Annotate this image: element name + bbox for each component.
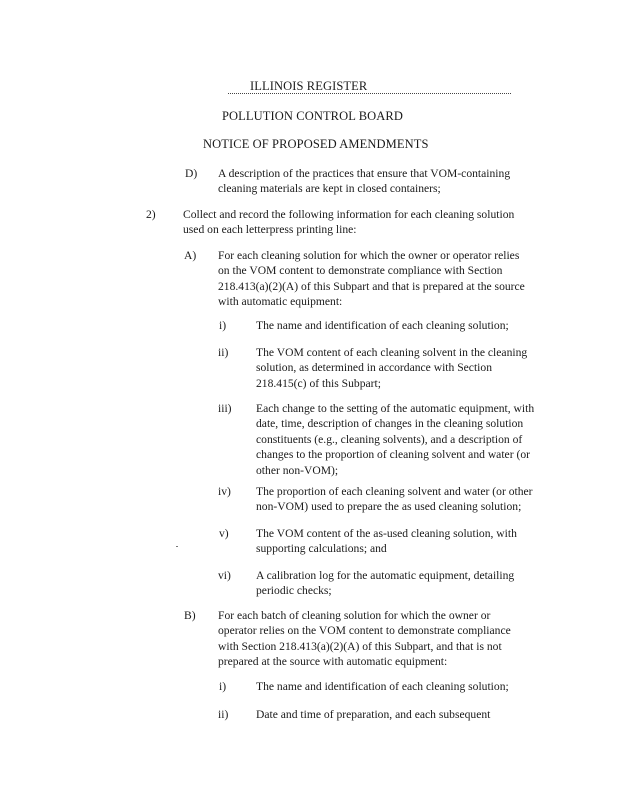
item-label: ii) (218, 708, 229, 721)
text-line: date, time, description of changes in the cleaning solution (256, 417, 524, 431)
text-line: 218.413(a)(2)(A) of this Subpart and that is prepared at the source (218, 279, 525, 293)
item-text (218, 166, 510, 197)
item-text (183, 207, 514, 238)
item-text (256, 679, 509, 694)
text-line: A description of the practices that ensure that VOM-containing (218, 167, 511, 180)
text-line: Each change to the setting of the automatic equipment, with (256, 402, 535, 415)
item-label: vi) (218, 569, 231, 582)
text-line: A calibration log for the automatic equipment, detailing (256, 569, 515, 582)
item-text (256, 568, 514, 599)
text-line: The name and identification of each cleaning solution; (256, 319, 509, 332)
item-text (256, 401, 534, 478)
text-line: with Section 218.413(a)(2)(A) of this Subpart, and that is not (218, 639, 502, 653)
item-text (218, 248, 525, 310)
item-label: D) (185, 167, 198, 180)
text-line: constituents (e.g., cleaning solvents), and a description of (256, 432, 523, 446)
item-label: ii) (218, 346, 229, 359)
text-line: The name and identification of each cleaning solution; (256, 680, 509, 693)
text-line: other non-VOM); (256, 463, 339, 477)
item-text (256, 484, 533, 515)
text-line: prepared at the source with automatic equipment: (218, 655, 448, 669)
item-text (256, 345, 527, 391)
board-title: POLLUTION CONTROL BOARD (222, 109, 403, 123)
item-text (256, 707, 490, 722)
item-label: iv) (218, 485, 231, 498)
item-label: i) (219, 680, 227, 693)
item-text (218, 608, 511, 670)
text-line: The VOM content of the as-used cleaning solution, with (256, 527, 517, 540)
text-line: The VOM content of each cleaning solvent in the cleaning (256, 346, 528, 359)
item-label: A) (184, 249, 197, 262)
text-line: For each batch of cleaning solution for which the owner or (218, 609, 491, 622)
item-label: v) (219, 527, 229, 540)
header-rule (228, 93, 511, 94)
register-title: ILLINOIS REGISTER (250, 79, 368, 93)
text-line: periodic checks; (256, 584, 332, 598)
text-line: solution, as determined in accordance with Section (256, 361, 492, 375)
scan-speck (176, 546, 178, 547)
text-line: 218.415(c) of this Subpart; (256, 376, 381, 390)
text-line: changes to the proportion of cleaning solvent and water (or (256, 448, 530, 462)
text-line: cleaning materials are kept in closed containers; (218, 182, 441, 196)
item-text (256, 526, 517, 557)
item-label: i) (219, 319, 227, 332)
text-line: supporting calculations; and (256, 542, 387, 556)
text-line: with automatic equipment: (218, 295, 343, 309)
item-label: 2) (146, 208, 156, 221)
item-text (256, 318, 509, 333)
text-line: on the VOM content to demonstrate compliance with Section (218, 264, 503, 278)
text-line: Collect and record the following information for each cleaning solution (183, 208, 515, 221)
text-line: For each cleaning solution for which the owner or operator relies (218, 249, 520, 262)
notice-title: NOTICE OF PROPOSED AMENDMENTS (203, 137, 429, 151)
text-line: used on each letterpress printing line: (183, 223, 357, 237)
item-label: B) (184, 609, 196, 622)
item-label: iii) (218, 402, 232, 415)
text-line: Date and time of preparation, and each subsequent (256, 708, 491, 721)
text-line: operator relies on the VOM content to demonstrate compliance (218, 624, 511, 638)
text-line: non-VOM) used to prepare the as used cleaning solution; (256, 500, 522, 514)
text-line: The proportion of each cleaning solvent and water (or other (256, 485, 533, 498)
